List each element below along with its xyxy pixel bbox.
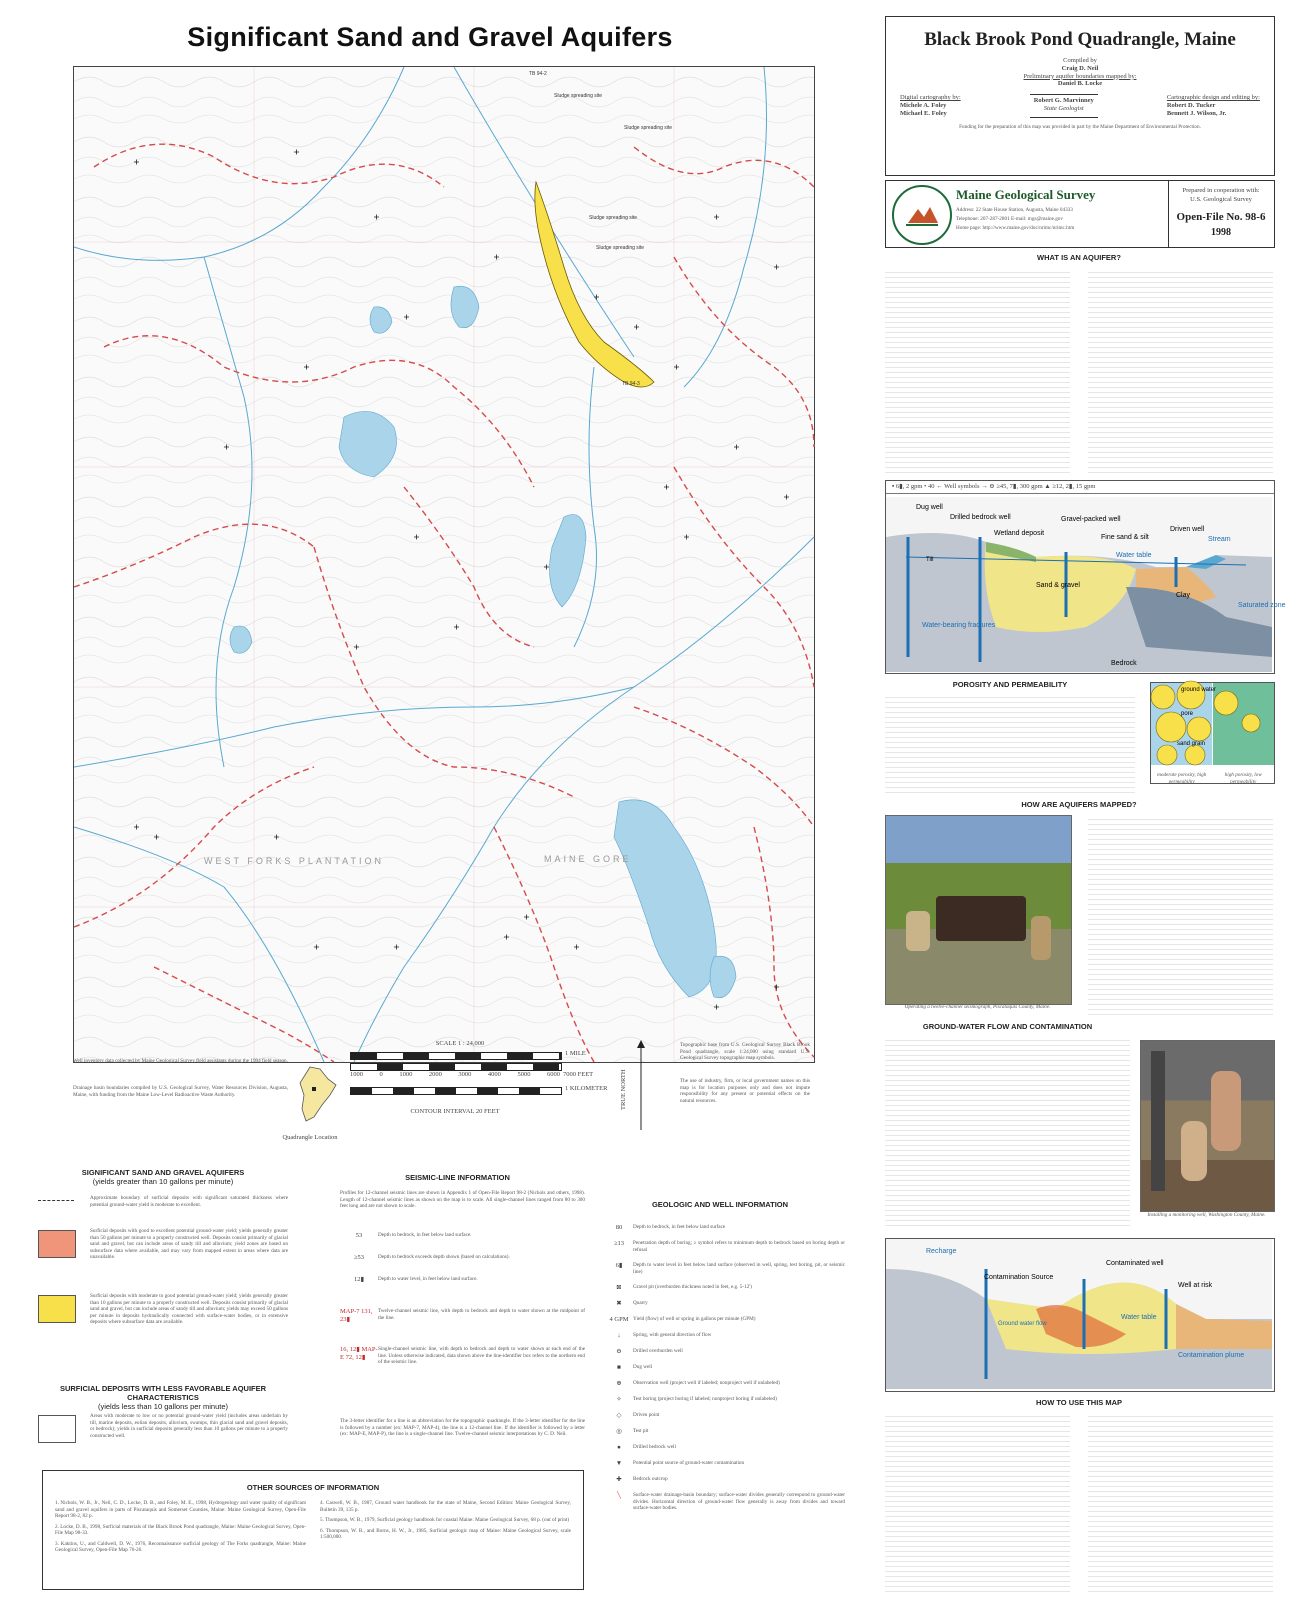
seismic-item: 16, 12▮ MAP-E 72, 12▮ Single-channel seismic line, with depth to bedrock and depth to water shown at each end of the line. Unless otherwise indicated, data shown above the line-identifier box refers to the northern end of the seismic line. [340, 1346, 585, 1365]
survey-box [885, 180, 1275, 248]
geo-item: 4 GPM Yield (flow) of well or spring in gallons per minute (GPM) [609, 1316, 756, 1323]
how-mapped-title: HOW ARE AQUIFERS MAPPED? [1021, 800, 1137, 809]
ref-4: 4. Caswell, W. B., 1987, Ground water handbook for the state of Maine, Second Edition: Maine Geological Survey, Bulletin 39, 135 p. [320, 1500, 571, 1513]
water-table-label: Water table [1116, 552, 1152, 559]
quadrangle-location-map [290, 1065, 340, 1135]
north-arrow [636, 1040, 646, 1130]
water-table-label-2: Water table [1121, 1314, 1157, 1321]
other-sources-box [42, 1470, 584, 1590]
prelim-name: Daniel B. Locke [1057, 80, 1103, 88]
fine-sand-label: Fine sand & silt [1101, 534, 1149, 541]
true-north-label: TRUE NORTH [620, 1069, 627, 1110]
red-aquifer-desc: Surficial deposits with good to excellent potential ground-water yield; yields generally greater than 50 gallons per minute to a properly constructed well. Deposits consist primarily of glacial sand and gravel, but can include areas of sandy till and alluvium; yield zones are based on subsurface data where available, and may vary from mapped extent in areas where data are unavailable. [90, 1228, 288, 1260]
boundary-desc: Approximate boundary of surficial deposits with significant saturated thickness where potential ground-water yield is moderate to excellent. [90, 1195, 288, 1208]
coop-label: Prepared in cooperation with: [1182, 187, 1260, 194]
scale-feet-label: 7000 FEET [563, 1071, 594, 1078]
seismic-item: 53 Depth to bedrock, in feet below land surface. [355, 1232, 472, 1239]
seismic-item: ≥53 Depth to bedrock exceeds depth shown (based on calculations). [353, 1254, 510, 1261]
red-aquifer-swatch [38, 1230, 76, 1258]
coop-name: U.S. Geological Survey [1190, 196, 1252, 203]
fractures-label: Water-bearing fractures [922, 622, 996, 629]
seismic-intro: Profiles for 12-channel seismic lines are shown in Appendix 1 of Open-File Report 98-2 (Nichols and others, 1998). Length of 12-channel seismic lines as shown on the map is to scale. All single-channel lines ranged from 80 to 300 feet long and are not shown to scale. [340, 1190, 585, 1209]
well-inventory-credit: Well inventory data collected by Maine Geological Survey field assistants during the 1994 field season. [73, 1058, 288, 1064]
ref-2: 2. Locke, D. B., 1998, Surficial materials of the Black Brook Pond quadrangle, Maine: Maine Geological Survey, Open-File Map 98-33. [55, 1523, 306, 1536]
aquifer-cross-section [885, 480, 1286, 674]
grain-label: sand grain [1177, 741, 1206, 747]
well-at-risk-label: Well at risk [1178, 1282, 1213, 1289]
funding-note: Funding for the preparation of this map was provided in part by the Maine Department of Environmental Protection. [959, 123, 1201, 130]
geo-item: 6▮ Depth to water level in feet below land surface (observed in well, spring, test boring, pit, or seismic line) [615, 1262, 845, 1275]
survey-phone: Telephone: 207-287-2801 E-mail: mgs@maine.gov [956, 216, 1063, 222]
porosity-caption-2: high porosity, low permeability [1224, 772, 1262, 785]
recharge-label: Recharge [926, 1248, 957, 1255]
saturated-label: Saturated zone [1238, 602, 1286, 609]
use-text-left [885, 1412, 1070, 1592]
porosity-diagram [1150, 682, 1275, 784]
contamination-source-label: Contamination Source [984, 1274, 1054, 1281]
seismograph-caption: Operating a twelve-channel seismograph, Piscataquis County, Maine. [904, 1004, 1051, 1010]
geo-item: ⊕ Observation well (project well if labeled; nonproject well if unlabeled) [616, 1380, 780, 1387]
white-area-desc: Areas with moderate to low or no potential ground-water yield (includes areas underlain by till, marine deposits, eolian deposits, alluvium, swamps, thin glacial sand and gravel deposits, or bedrock); yields in surficial deposits generally less than 10 gallons per minute to a properly constructed well. [90, 1413, 288, 1439]
drainage-credit: Drainage basin boundaries compiled by U.S. Geological Survey, Water Resources Division, Augusta, Maine, with funding from the Maine Low-Level Radioactive Waste Authority. [73, 1085, 288, 1098]
white-area-swatch [38, 1415, 76, 1443]
quad-title-box [885, 16, 1275, 176]
less-subtitle: (yields less than 10 gallons per minute) [97, 1402, 229, 1411]
yellow-aquifer-desc: Surficial deposits with moderate to good potential ground-water yield; yields generally greater than 10 gallons per minute to a properly constructed well. Deposits consist primarily of glacial sand and gravel, but can include areas of sandy till and alluvium; yields may exceed 50 gallons per minute in deposits hydraulically connected with surface-water bodies, or in extensive deposits where subsurface data are available. [90, 1293, 288, 1325]
geologist-title: State Geologist [1043, 104, 1084, 112]
geo-item: ◇ Driven point [616, 1412, 660, 1419]
ref-3: 3. Kaktins, U., and Caldwell, D. W., 1976, Reconnaissance surficial geology of The Forks quadrangle, Maine: Maine Geological Survey, Open-File Map 76-26. [55, 1540, 306, 1553]
geo-item: ✧ Test boring (project boring if labeled; nonproject boring if unlabeled) [616, 1396, 777, 1403]
map-title: Significant Sand and Gravel Aquifers [187, 22, 673, 52]
base-map-credit: Topographic base from U.S. Geological Survey Black Brook Pond quadrangle, scale 1:24,000 using standard U.S. Geological Survey topographic map symbols. [680, 1042, 810, 1061]
geo-item: ✖ Quarry [616, 1300, 648, 1307]
carto-1: Robert D. Tucker [1166, 101, 1216, 109]
digital-1: Michele A. Foley [900, 101, 947, 109]
bedrock-label: Bedrock [1111, 660, 1137, 667]
quad-title: Black Brook Pond Quadrangle, Maine [924, 29, 1236, 50]
geo-item: ▼ Potential point source of ground-water contamination [615, 1460, 745, 1467]
aquifer-text-right [1088, 268, 1273, 473]
geo-item: ≥13 Penetration depth of boring; ≥ symbol refers to minimum depth to bedrock based on boring depth or refusal [613, 1240, 845, 1253]
driven-well-label: Driven well [1170, 526, 1205, 533]
quad-location-label: Quadrangle Location [282, 1134, 338, 1141]
porosity-text [885, 693, 1135, 793]
ref-6: 6. Thompson, W. B., and Borns, H. W., Jr., 1985, Surficial geologic map of Maine: Maine Geological Survey, scale 1:500,000. [320, 1527, 571, 1540]
sludge-label-1: Sludge spreading site [554, 93, 603, 99]
ref-1: 1. Nichols, W. B., Jr., Neil, C. D., Locke, D. B., and Foley, M. E., 1998, Hydrogeology and water quality of significant sand and gravel aquifers in parts of Piscataquis and Somerset Counties, Maine: Maine Geological Survey, Open-File Report 98-2, 82 p. [55, 1500, 306, 1519]
legend-title: SIGNIFICANT SAND AND GRAVEL AQUIFERS [81, 1168, 245, 1177]
wetland-label: Wetland deposit [994, 530, 1045, 537]
west-forks-label: WEST FORKS PLANTATION [204, 856, 385, 866]
sludge-label-2: Sludge spreading site [624, 125, 673, 131]
boundary-line-symbol [38, 1200, 74, 1201]
monitoring-well-caption: Installing a monitoring well, Washington County, Maine. [1147, 1212, 1266, 1218]
geologist-name: Robert G. Marvinney [1033, 97, 1094, 105]
topographic-map-svg [74, 67, 814, 1062]
porosity-caption-1: moderate porosity, high permeability [1157, 772, 1207, 785]
geo-item: ⊠ Gravel pit (overburden thickness noted in feet, e.g. 5-12') [616, 1284, 752, 1291]
geo-item: 80 Depth to bedrock, in feet below land surface [615, 1224, 726, 1231]
disclaimer: The use of industry, firm, or local government names on this map is for location purposes only and does not impute responsibility for any present or potential effects on the natural resources. [680, 1078, 810, 1104]
seismograph-photo [885, 815, 1072, 1005]
sludge-label-3: Sludge spreading site [589, 215, 638, 221]
scale-bar-mile [350, 1052, 562, 1060]
geo-item: ╲ Surface-water drainage-basin boundary; surface-water divides generally correspond to ground-water divides. Horizontal direction of ground-water flow generally is away from divides and toward surface-water bodies. [617, 1492, 845, 1511]
ref-5: 5. Thompson, W. B., 1979, Surficial geology handbook for coastal Maine: Maine Geological Survey, 68 p. (out of print) [320, 1517, 570, 1523]
seismic-item: MAP-7 131, 23▮ Twelve-channel seismic line, with depth to bedrock and depth to water shown at the midpoint of the line. [340, 1308, 585, 1323]
well-symbols-row: ▪ 6▮, 2 gpm • 40 ← Well symbols → ⊖ ≥45, 7▮, 300 gpm ▲ ≥12, 2▮, 15 gpm [886, 481, 1274, 494]
porosity-title: POROSITY AND PERMEABILITY [952, 680, 1068, 689]
scale-feet-ticks: 1000 0 1000 2000 3000 4000 5000 6000 [350, 1071, 560, 1078]
scale-label: SCALE 1 : 24,000 [435, 1040, 485, 1047]
less-title: SURFICIAL DEPOSITS WITH LESS FAVORABLE AQUIFER CHARACTERISTICS [59, 1384, 267, 1402]
geologic-title: GEOLOGIC AND WELL INFORMATION [651, 1200, 789, 1209]
legend-subtitle: (yields greater than 10 gallons per minute) [92, 1177, 234, 1186]
scale-mile-label: 1 MILE [565, 1050, 586, 1057]
survey-homepage: Home page: http://www.maine.gov/doc/nrimc/nrimc.htm [956, 225, 1075, 231]
ofr-number: Open-File No. 98-6 [1176, 211, 1266, 223]
prelim-label: Preliminary aquifer boundaries mapped by: [1023, 72, 1137, 80]
dug-well-label: Dug well [916, 504, 943, 511]
groundwater-label: ground water [1181, 687, 1217, 693]
contamination-diagram [885, 1238, 1275, 1392]
what-is-aquifer-title: WHAT IS AN AQUIFER? [1037, 253, 1121, 262]
carto-label: Cartographic design and editing by: [1166, 94, 1260, 102]
digital-label: Digital cartography by: [900, 94, 961, 102]
scale-km-label: 1 KILOMETER [565, 1085, 608, 1092]
geo-item: ■ Dug well [617, 1364, 653, 1371]
geo-item: ● Drilled bedrock well [617, 1444, 676, 1451]
till-label: Till [926, 557, 934, 563]
yellow-aquifer-swatch [38, 1295, 76, 1323]
maine-gore-label: MAINE GORE [544, 854, 632, 864]
seismic-title: SEISMIC-LINE INFORMATION [405, 1173, 510, 1182]
contaminated-well-label: Contaminated well [1106, 1260, 1164, 1267]
how-mapped-text [1088, 815, 1273, 1015]
geo-item: ⊖ Drilled overburden well [616, 1348, 683, 1355]
geo-item: ↓ Spring, with general direction of flow [617, 1332, 712, 1339]
ofr-year: 1998 [1211, 227, 1231, 238]
geo-item: ✚ Bedrock outcrop [616, 1476, 668, 1483]
pore-label: pore [1181, 711, 1194, 717]
seismic-note: The 3-letter identifier for a line is an abbreviation for the topographic quadrangle. If the 3-letter identifier for the line is followed by a number (ex: MAP-7, MAP-4), the line is a 12-channel line. If the identifier is followed by a letter (ex: MAP-E, MAP-P), the line is a single-channel line. Twelve-channel seismic interpretations by C. D. Neil. [340, 1418, 585, 1437]
carto-2: Bennett J. Wilson, Jr. [1166, 109, 1227, 117]
gravel-well-label: Gravel-packed well [1061, 516, 1121, 523]
less-favorable-legend [38, 1384, 288, 1411]
plume-label: Contamination plume [1178, 1352, 1245, 1359]
flow-text [885, 1036, 1130, 1228]
use-text-right [1088, 1412, 1273, 1592]
aquifer-map[interactable] [73, 66, 815, 1063]
tb-label-2: TB 94-3 [622, 381, 640, 387]
geo-item: ◎ Test pit [616, 1428, 649, 1435]
stream-label: Stream [1208, 536, 1231, 543]
aquifer-text-left [885, 268, 1070, 473]
compiled-name: Craig D. Neil [1061, 64, 1099, 72]
drilled-well-label: Drilled bedrock well [950, 514, 1011, 521]
survey-seal [892, 185, 952, 245]
seismic-item: 12▮ Depth to water level, in feet below land surface. [353, 1276, 478, 1283]
aquifer-legend [38, 1168, 288, 1186]
sludge-label-4: Sludge spreading site [596, 245, 645, 251]
tb-label-1: TB 94-2 [529, 71, 547, 77]
how-to-use-title: HOW TO USE THIS MAP [1035, 1398, 1123, 1407]
sources-title: OTHER SOURCES OF INFORMATION [246, 1483, 380, 1492]
clay-label: Clay [1176, 592, 1191, 599]
scale-bar-feet [350, 1063, 562, 1071]
survey-address: Address: 22 State House Station, Augusta, Maine 04333 [956, 207, 1073, 213]
compiled-label: Compiled by [1063, 57, 1097, 64]
flow-label: Ground water flow [998, 1321, 1047, 1327]
sand-gravel-label: Sand & gravel [1036, 582, 1080, 589]
monitoring-well-photo [1140, 1040, 1275, 1212]
digital-2: Michael E. Foley [900, 109, 947, 117]
scale-bar-km [350, 1087, 562, 1095]
geologic-items [605, 1224, 845, 1522]
flow-title: GROUND-WATER FLOW AND CONTAMINATION [922, 1022, 1093, 1031]
seismic-items [340, 1232, 585, 1406]
contour-interval: CONTOUR INTERVAL 20 FEET [410, 1108, 500, 1115]
survey-name: Maine Geological Survey [956, 187, 1096, 202]
